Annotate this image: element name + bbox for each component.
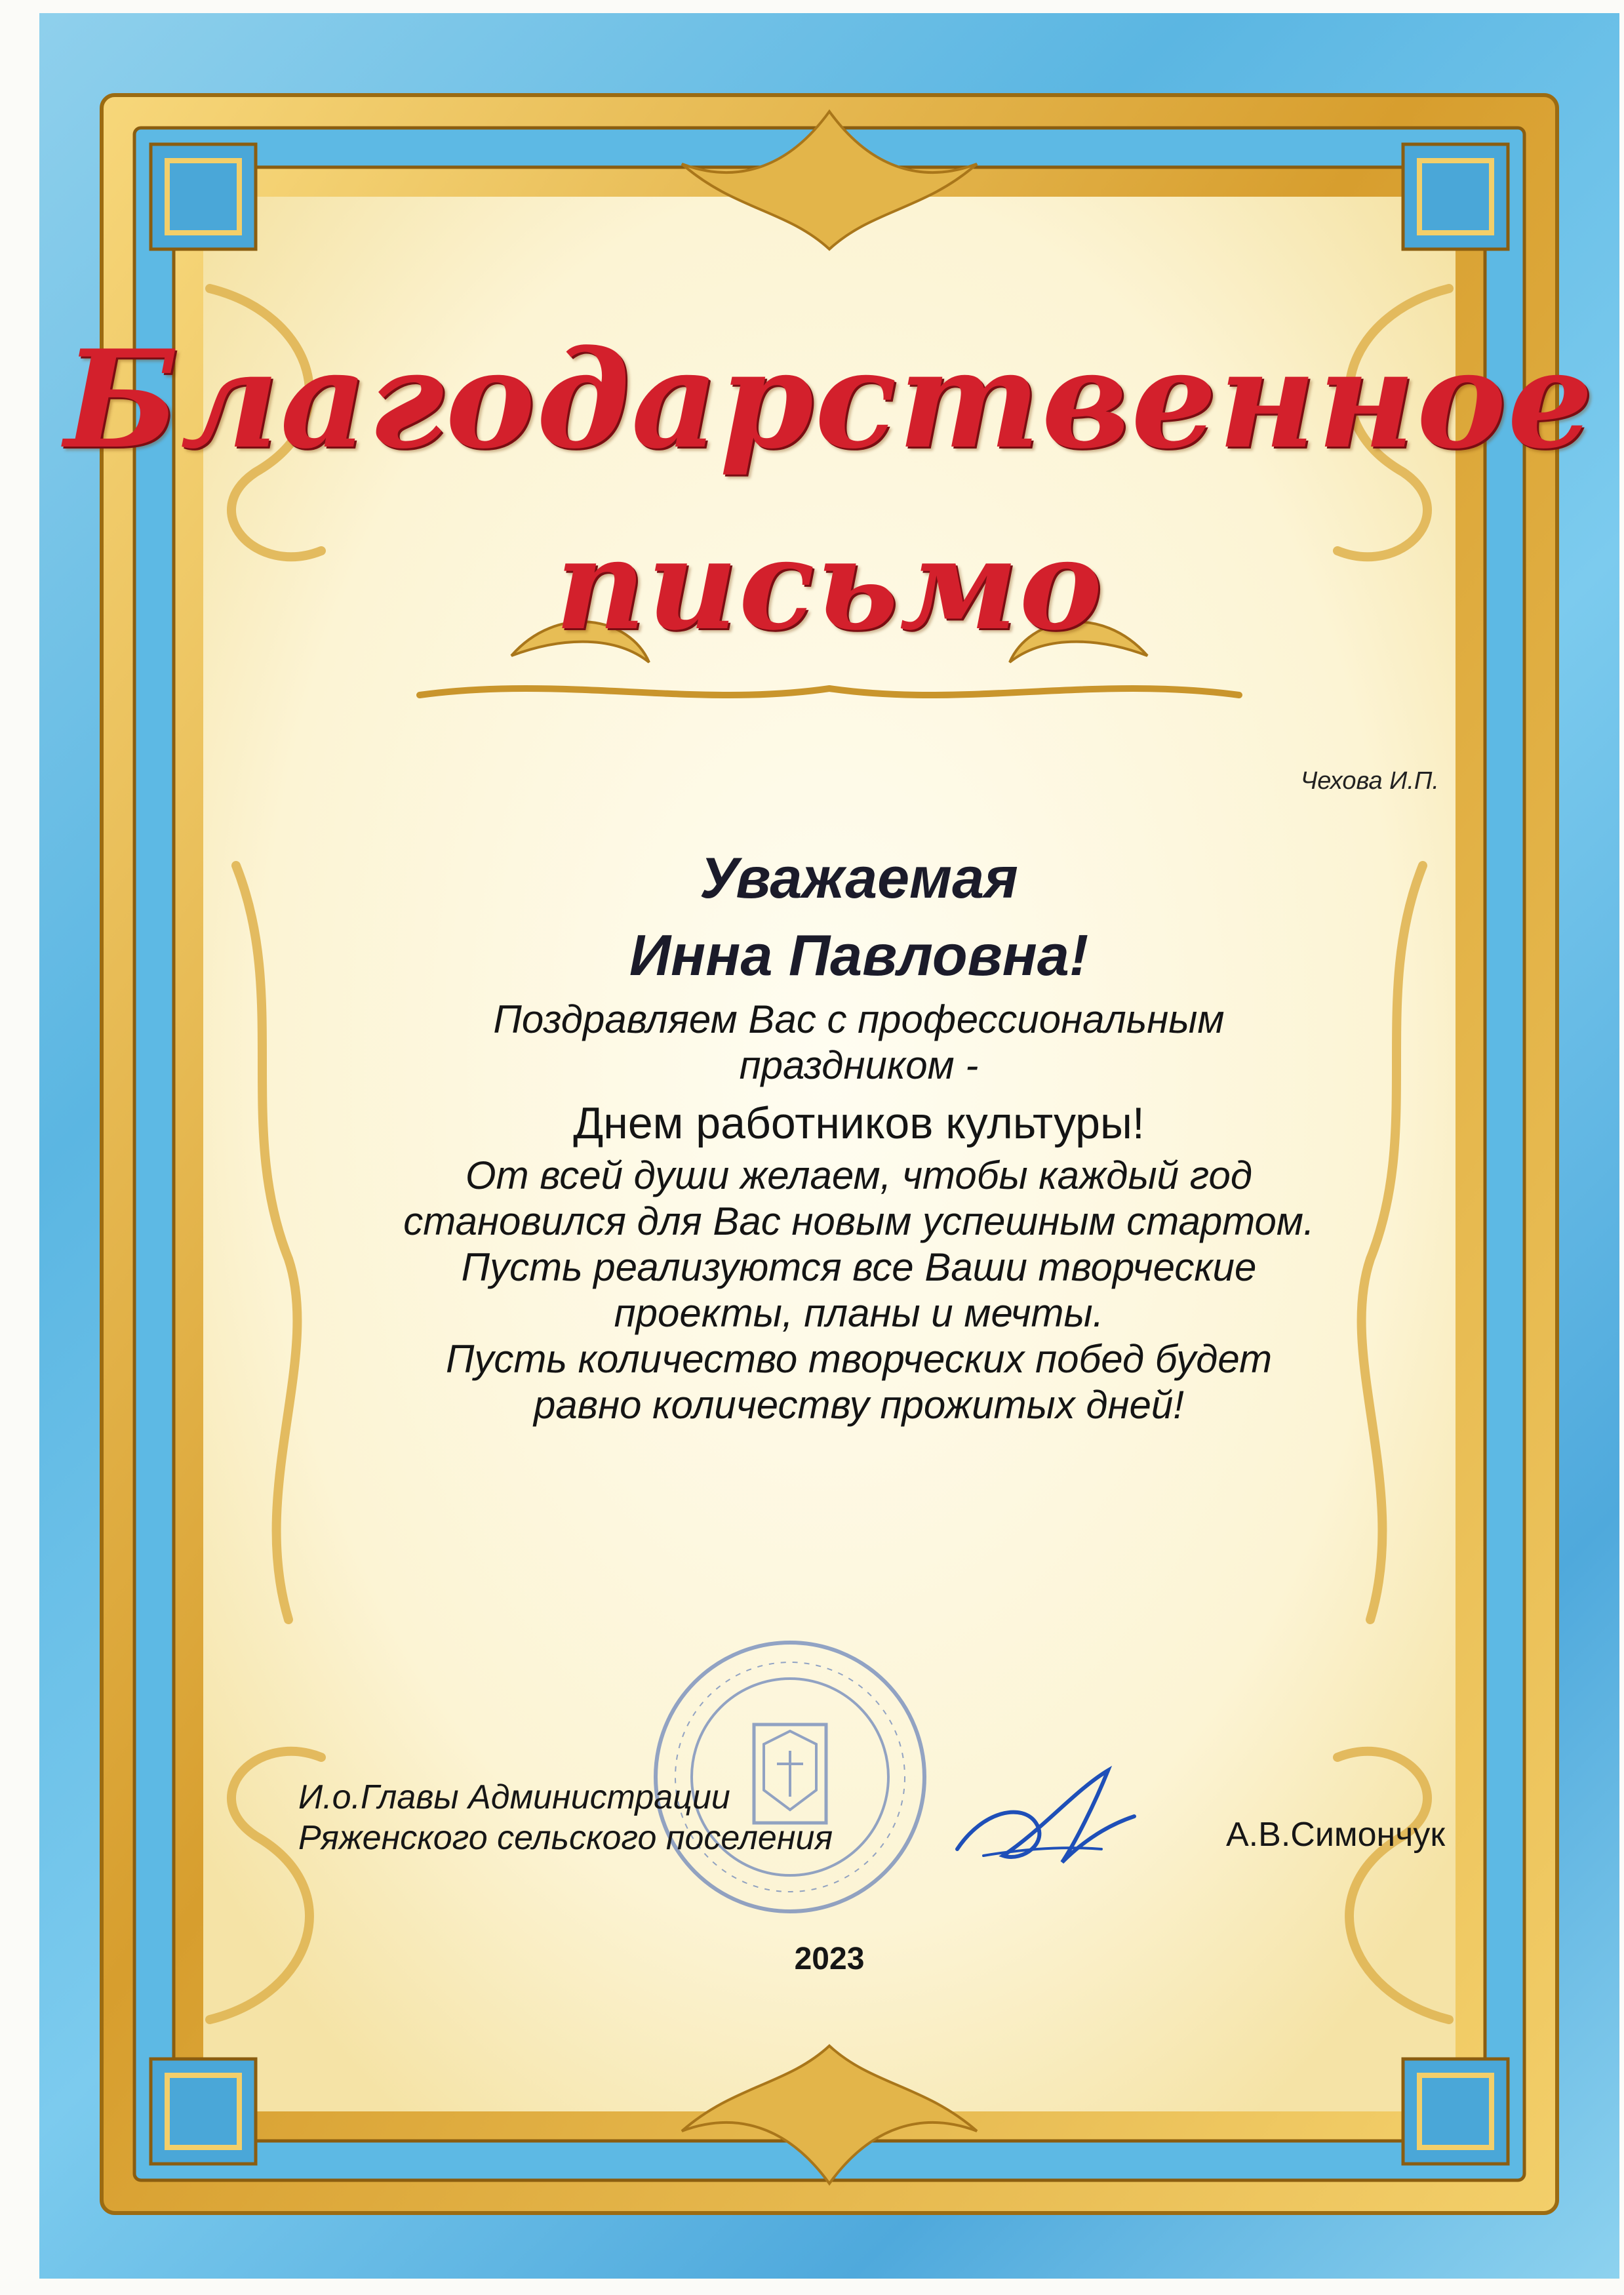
letter-content [39, 13, 1619, 2279]
signatory-position-line-2: Ряженского сельского поселения [298, 1819, 833, 1857]
body-line: Днем работников культуры! [573, 1098, 1145, 1148]
body-line: Пусть реализуются все Ваши творческие [461, 1245, 1257, 1289]
body-line: Поздравляем Вас с профессиональным [493, 997, 1225, 1041]
body-line: проекты, планы и мечты. [614, 1291, 1104, 1335]
certificate-page [39, 13, 1619, 2279]
letter-title-line1: Благодарственное [64, 321, 1594, 479]
handwritten-signature [944, 1751, 1141, 1882]
salutation-line-1: Уважаемая [700, 845, 1018, 910]
signatory-position [298, 1777, 833, 1858]
body-line: равно количеству прожитых дней! [534, 1383, 1184, 1427]
salutation [302, 839, 1416, 994]
body-line: От всей души желаем, чтобы каждый год [465, 1153, 1253, 1197]
document-year: 2023 [794, 1942, 865, 1976]
signatory-position-line-1: И.о.Главы Администрации [298, 1778, 730, 1816]
body-line: праздником - [739, 1043, 979, 1087]
letter-title-line2: письмо [555, 511, 1104, 658]
recipient-short-name: Чехова И.П. [1300, 767, 1439, 795]
letter-body [302, 997, 1416, 1428]
salutation-line-2: Инна Павловна! [629, 923, 1089, 988]
body-line: становился для Вас новым успешным стартом. [403, 1199, 1315, 1243]
signatory-name: А.В.Симончук [1226, 1816, 1446, 1854]
body-line: Пусть количество творческих побед будет [445, 1337, 1273, 1381]
